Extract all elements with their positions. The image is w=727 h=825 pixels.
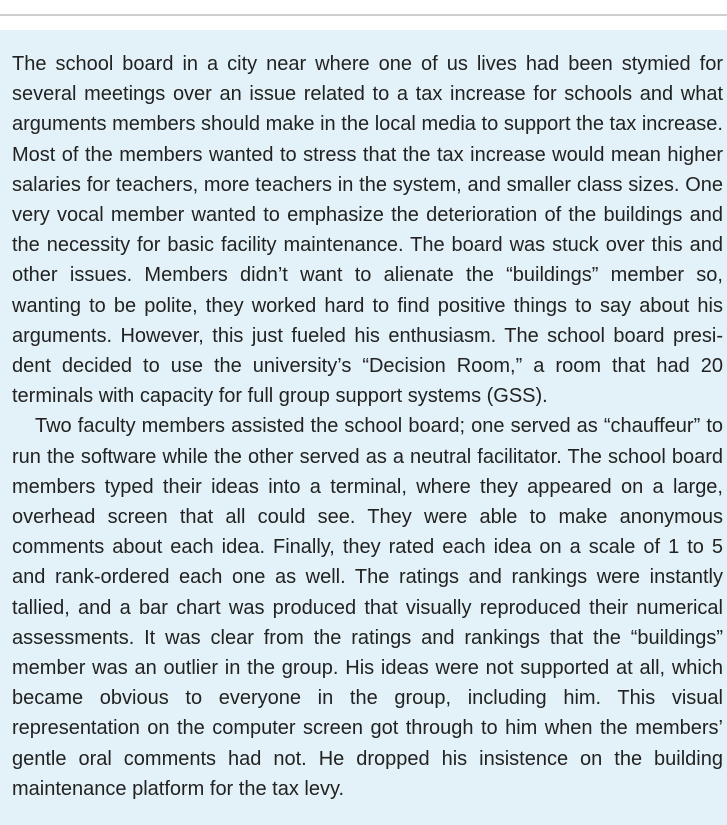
case-text [12, 49, 723, 804]
top-divider [0, 14, 727, 16]
paragraph-2: Two faculty members assisted the school board; one served as “chauffeur” to run the software while the other served as a neutral facilitator. The school board members typed their ideas into a terminal, where they appeared on a large, overhead screen that all could see. They were able to make anonymous comments about each idea. Finally, they rated each idea on a scale of 1 to 5 and rank-ordered each one as well. The ratings and rankings were instantly tallied, and a bar chart was produced that visually reproduced their numerical assessments. It was clear from the ratings and rankings that the “buildings” member was an outlier in the group. His ideas were not supported at all, which became obvious to everyone in the group, including him. This visual representation on the computer screen got through to him when the members’ gentle oral comments had not. He dropped his insistence on the building maintenance platform for the tax levy. [12, 415, 723, 800]
case-box [0, 30, 727, 825]
paragraph-1: The school board in a city near where one of us lives had been stymied for several meetings over an issue related to a tax increase for schools and what arguments members should make in the local media to support the tax increase. Most of the members wanted to stress that the tax increase would mean higher salaries for teachers, more teachers in the system, and smaller class sizes. One very vocal member wanted to emphasize the deterioration of the buildings and the necessity for basic facility maintenance. The board was stuck over this and other issues. Members didn’t want to alienate the “buildings” member so, wanting to be polite, they worked hard to find positive things to say about his arguments. However, this just fueled his enthusiasm. The school board president decided to use the university’s “Decision Room,” a room that had 20 terminals with capacity for full group support systems (GSS). [12, 53, 723, 408]
